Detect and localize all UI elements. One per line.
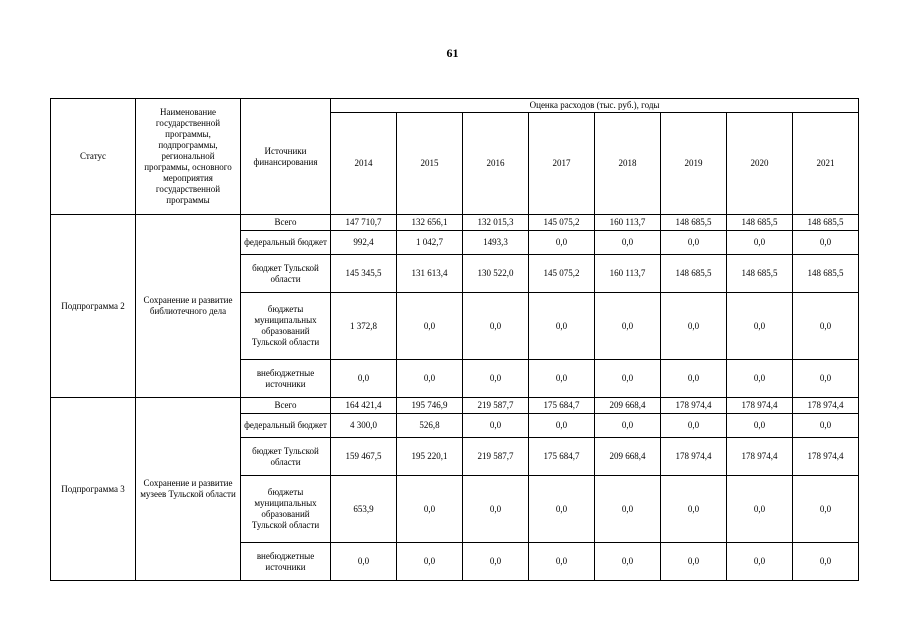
value-cell: 0,0	[463, 360, 529, 398]
value-cell: 0,0	[793, 414, 859, 438]
value-cell: 0,0	[793, 543, 859, 581]
header-year: 2021	[793, 113, 859, 215]
value-cell: 0,0	[331, 360, 397, 398]
value-cell: 0,0	[793, 231, 859, 255]
table-row	[51, 215, 859, 231]
value-cell: 175 684,7	[529, 398, 595, 414]
source-cell: бюджеты муниципальных образований Тульской области	[241, 293, 331, 360]
value-cell: 160 113,7	[595, 215, 661, 231]
value-cell: 178 974,4	[661, 398, 727, 414]
source-cell: Всего	[241, 398, 331, 414]
value-cell: 0,0	[397, 476, 463, 543]
value-cell: 0,0	[727, 476, 793, 543]
header-estimate: Оценка расходов (тыс. руб.), годы	[331, 99, 859, 113]
value-cell: 178 974,4	[661, 438, 727, 476]
block-status: Подпрограмма 3	[51, 398, 136, 581]
value-cell: 209 668,4	[595, 438, 661, 476]
header-year: 2015	[397, 113, 463, 215]
value-cell: 4 300,0	[331, 414, 397, 438]
value-cell: 148 685,5	[793, 255, 859, 293]
value-cell: 0,0	[529, 231, 595, 255]
value-cell: 0,0	[529, 476, 595, 543]
value-cell: 0,0	[661, 360, 727, 398]
value-cell: 0,0	[595, 543, 661, 581]
source-cell: Всего	[241, 215, 331, 231]
value-cell: 178 974,4	[793, 438, 859, 476]
value-cell: 0,0	[727, 231, 793, 255]
value-cell: 219 587,7	[463, 398, 529, 414]
value-cell: 0,0	[463, 293, 529, 360]
value-cell: 160 113,7	[595, 255, 661, 293]
value-cell: 148 685,5	[661, 255, 727, 293]
value-cell: 0,0	[463, 414, 529, 438]
value-cell: 992,4	[331, 231, 397, 255]
source-cell: бюджеты муниципальных образований Тульской области	[241, 476, 331, 543]
value-cell: 1 042,7	[397, 231, 463, 255]
value-cell: 0,0	[727, 543, 793, 581]
value-cell: 130 522,0	[463, 255, 529, 293]
header-year: 2014	[331, 113, 397, 215]
page-number: 61	[446, 46, 459, 60]
value-cell: 145 075,2	[529, 255, 595, 293]
value-cell: 0,0	[727, 360, 793, 398]
value-cell: 219 587,7	[463, 438, 529, 476]
value-cell: 0,0	[397, 360, 463, 398]
value-cell: 148 685,5	[793, 215, 859, 231]
value-cell: 131 613,4	[397, 255, 463, 293]
value-cell: 0,0	[529, 414, 595, 438]
value-cell: 178 974,4	[727, 398, 793, 414]
value-cell: 0,0	[529, 543, 595, 581]
value-cell: 0,0	[661, 476, 727, 543]
value-cell: 0,0	[793, 360, 859, 398]
value-cell: 1 372,8	[331, 293, 397, 360]
value-cell: 175 684,7	[529, 438, 595, 476]
value-cell: 0,0	[793, 293, 859, 360]
value-cell: 0,0	[661, 414, 727, 438]
value-cell: 0,0	[595, 476, 661, 543]
value-cell: 1493,3	[463, 231, 529, 255]
value-cell: 145 345,5	[331, 255, 397, 293]
header-year: 2017	[529, 113, 595, 215]
value-cell: 0,0	[463, 543, 529, 581]
header-year: 2016	[463, 113, 529, 215]
value-cell: 526,8	[397, 414, 463, 438]
value-cell: 0,0	[595, 414, 661, 438]
source-cell: бюджет Тульской области	[241, 438, 331, 476]
value-cell: 0,0	[595, 231, 661, 255]
value-cell: 0,0	[793, 476, 859, 543]
value-cell: 0,0	[661, 543, 727, 581]
value-cell: 178 974,4	[793, 398, 859, 414]
value-cell: 0,0	[595, 293, 661, 360]
source-cell: внебюджетные источники	[241, 543, 331, 581]
budget-table	[50, 98, 859, 581]
value-cell: 132 015,3	[463, 215, 529, 231]
value-cell: 653,9	[331, 476, 397, 543]
value-cell: 159 467,5	[331, 438, 397, 476]
value-cell: 148 685,5	[727, 215, 793, 231]
value-cell: 0,0	[529, 360, 595, 398]
value-cell: 0,0	[661, 231, 727, 255]
block-name: Сохранение и развитие музеев Тульской области	[136, 398, 241, 581]
header-year: 2020	[727, 113, 793, 215]
value-cell: 178 974,4	[727, 438, 793, 476]
value-cell: 0,0	[661, 293, 727, 360]
value-cell: 148 685,5	[661, 215, 727, 231]
header-year: 2018	[595, 113, 661, 215]
value-cell: 148 685,5	[727, 255, 793, 293]
value-cell: 0,0	[595, 360, 661, 398]
value-cell: 147 710,7	[331, 215, 397, 231]
source-cell: бюджет Тульской области	[241, 255, 331, 293]
value-cell: 0,0	[397, 543, 463, 581]
value-cell: 195 746,9	[397, 398, 463, 414]
value-cell: 209 668,4	[595, 398, 661, 414]
value-cell: 164 421,4	[331, 398, 397, 414]
header-status: Статус	[51, 99, 136, 215]
value-cell: 0,0	[397, 293, 463, 360]
header-name: Наименование государственной программы, подпрограммы, региональной программы, основного мероприятия государственной программы	[136, 99, 241, 215]
block-name: Сохранение и развитие библиотечного дела	[136, 215, 241, 398]
value-cell: 195 220,1	[397, 438, 463, 476]
source-cell: федеральный бюджет	[241, 414, 331, 438]
header-year: 2019	[661, 113, 727, 215]
table-row	[51, 398, 859, 414]
source-cell: федеральный бюджет	[241, 231, 331, 255]
value-cell: 0,0	[331, 543, 397, 581]
source-cell: внебюджетные источники	[241, 360, 331, 398]
value-cell: 0,0	[529, 293, 595, 360]
value-cell: 132 656,1	[397, 215, 463, 231]
value-cell: 0,0	[463, 476, 529, 543]
header-sources: Источники финансирования	[241, 99, 331, 215]
value-cell: 145 075,2	[529, 215, 595, 231]
block-status: Подпрограмма 2	[51, 215, 136, 398]
value-cell: 0,0	[727, 293, 793, 360]
value-cell: 0,0	[727, 414, 793, 438]
